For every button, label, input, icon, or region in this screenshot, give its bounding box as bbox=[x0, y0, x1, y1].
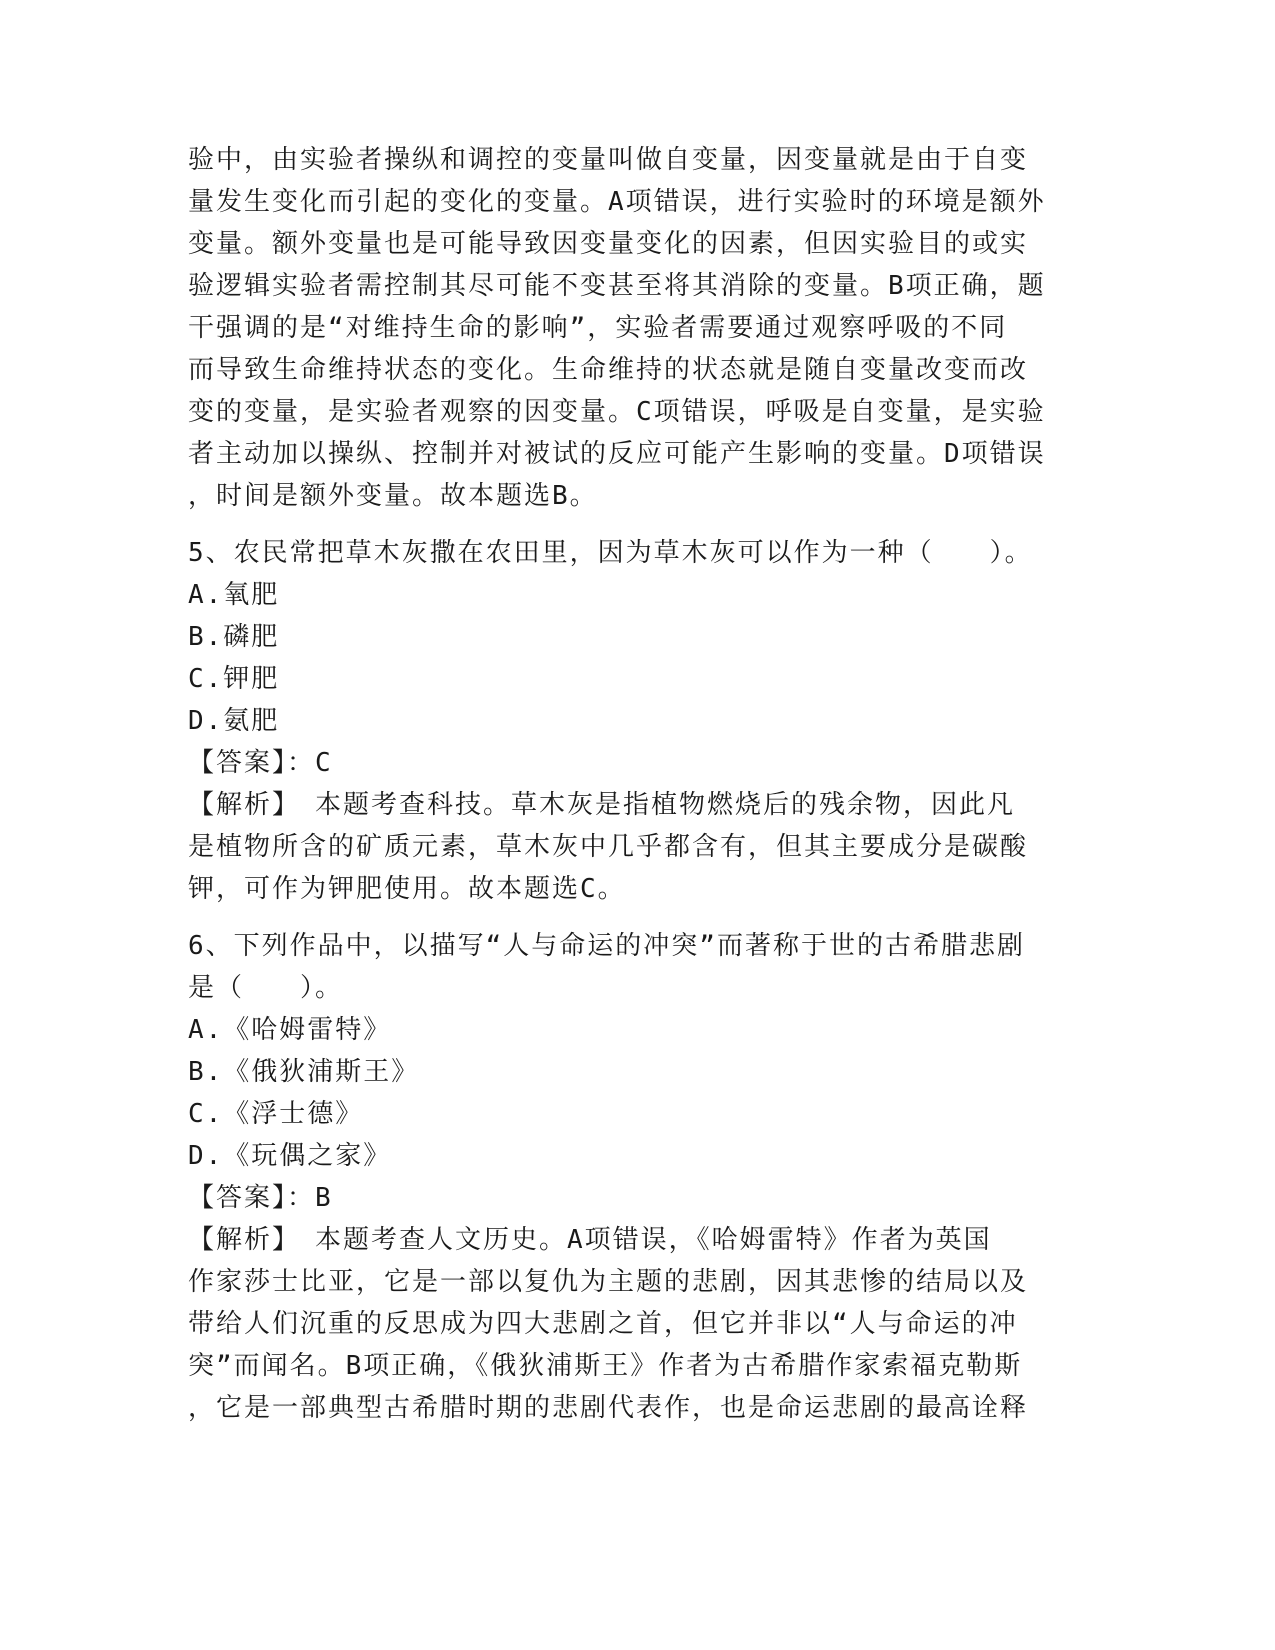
question-6-option-c: C.《浮士德》 bbox=[188, 1099, 364, 1129]
question-6-analysis-line: ，它是一部典型古希腊时期的悲剧代表作，也是命运悲剧的最高诠释 bbox=[188, 1393, 1029, 1423]
question-5-answer: 【答案】：C bbox=[188, 748, 333, 778]
question-5-option-b: B.磷肥 bbox=[188, 622, 280, 652]
explanation-line: 变量。额外变量也是可能导致因变量变化的因素，但因实验目的或实 bbox=[188, 229, 1029, 259]
question-5-option-c: C.钾肥 bbox=[188, 664, 280, 694]
question-6-analysis-line: 【解析】 本题考查人文历史。A项错误，《哈姆雷特》作者为英国 bbox=[188, 1225, 992, 1255]
explanation-line: 验中，由实验者操纵和调控的变量叫做自变量，因变量就是由于自变 bbox=[188, 145, 1029, 175]
question-6-analysis-line: 作家莎士比亚，它是一部以复仇为主题的悲剧，因其悲惨的结局以及 bbox=[188, 1267, 1029, 1297]
explanation-line: 干强调的是“对维持生命的影响”，实验者需要通过观察呼吸的不同 bbox=[188, 313, 1008, 343]
explanation-line: ，时间是额外变量。故本题选B。 bbox=[188, 481, 598, 511]
question-5-analysis-line: 是植物所含的矿质元素，草木灰中几乎都含有，但其主要成分是碳酸 bbox=[188, 832, 1029, 862]
question-5-analysis-line: 钾，可作为钾肥使用。故本题选C。 bbox=[188, 874, 626, 904]
question-6-option-b: B.《俄狄浦斯王》 bbox=[188, 1057, 420, 1087]
question-6-stem-line: 6、下列作品中，以描写“人与命运的冲突”而著称于世的古希腊悲剧 bbox=[188, 931, 1025, 961]
question-6-answer: 【答案】：B bbox=[188, 1183, 333, 1213]
question-6-analysis-line: 突”而闻名。B项正确，《俄狄浦斯王》作者为古希腊作家索福克勒斯 bbox=[188, 1351, 1023, 1381]
question-5-stem: 5、农民常把草木灰撒在农田里，因为草木灰可以作为一种（ ）。 bbox=[188, 538, 1033, 568]
question-6-analysis-line: 带给人们沉重的反思成为四大悲剧之首，但它并非以“人与命运的冲 bbox=[188, 1309, 1018, 1339]
explanation-line: 量发生变化而引起的变化的变量。A项错误，进行实验时的环境是额外 bbox=[188, 187, 1046, 217]
explanation-line: 验逻辑实验者需控制其尽可能不变甚至将其消除的变量。B项正确，题 bbox=[188, 271, 1046, 301]
question-6-stem-line: 是（ ）。 bbox=[188, 973, 344, 1003]
question-6-option-a: A.《哈姆雷特》 bbox=[188, 1015, 392, 1045]
question-5-analysis-line: 【解析】 本题考查科技。草木灰是指植物燃烧后的残余物，因此凡 bbox=[188, 790, 1016, 820]
explanation-line: 变的变量，是实验者观察的因变量。C项错误，呼吸是自变量，是实验 bbox=[188, 397, 1046, 427]
explanation-line: 而导致生命维持状态的变化。生命维持的状态就是随自变量改变而改 bbox=[188, 355, 1029, 385]
question-5-option-a: A.氧肥 bbox=[188, 580, 280, 610]
question-5-option-d: D.氨肥 bbox=[188, 706, 280, 736]
explanation-line: 者主动加以操纵、控制并对被试的反应可能产生影响的变量。D项错误 bbox=[188, 439, 1046, 469]
question-6-option-d: D.《玩偶之家》 bbox=[188, 1141, 392, 1171]
